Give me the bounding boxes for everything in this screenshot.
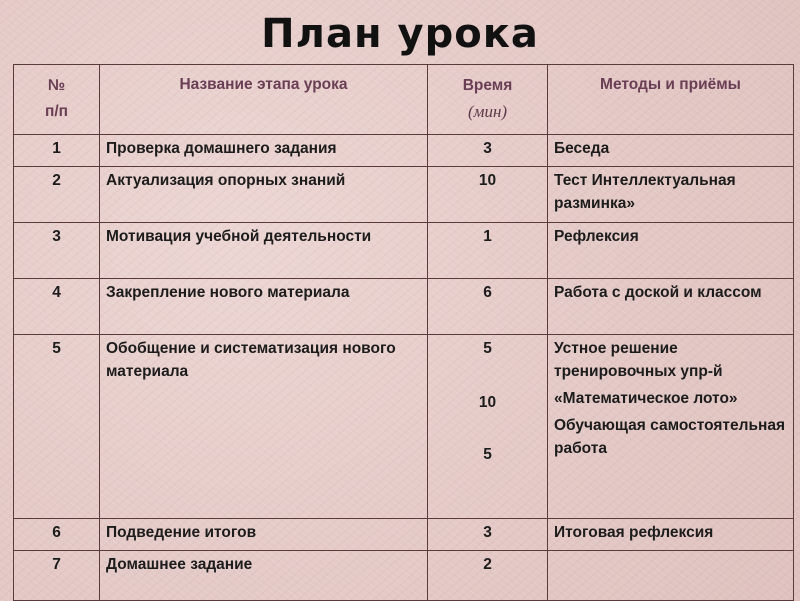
row-methods: Итоговая рефлексия	[548, 519, 794, 551]
table-row	[14, 335, 794, 519]
row-number: 7	[14, 551, 100, 601]
row-methods: Работа с доской и классом	[548, 279, 794, 335]
row-time: 3	[428, 519, 548, 551]
header-time	[428, 65, 548, 135]
header-time-unit: (мин)	[467, 102, 508, 121]
row-method-part: «Математическое лото»	[554, 390, 738, 407]
row-time: 10	[428, 167, 548, 223]
row-stage-name: Подведение итогов	[100, 519, 428, 551]
row-number: 1	[14, 135, 100, 167]
row-time: 3	[428, 135, 548, 167]
row-number: 2	[14, 167, 100, 223]
row-stage-name: Закрепление нового материала	[100, 279, 428, 335]
table-row	[14, 167, 794, 223]
row-time: 2	[428, 551, 548, 601]
header-number-symbol: №	[47, 77, 66, 94]
row-methods: Тест Интеллектуальная разминка»	[548, 167, 794, 223]
table-row	[14, 279, 794, 335]
page-title: План урока	[261, 11, 539, 57]
table-row	[14, 135, 794, 167]
row-time-part: 10	[478, 394, 497, 411]
row-number: 6	[14, 519, 100, 551]
row-stage-name: Обобщение и систематизация нового материала	[100, 335, 428, 519]
row-time	[428, 335, 548, 519]
header-number	[14, 65, 100, 135]
row-number: 4	[14, 279, 100, 335]
header-time-label: Время	[462, 77, 513, 94]
row-methods	[548, 551, 794, 601]
row-time-part: 5	[483, 340, 492, 357]
row-stage-name: Актуализация опорных знаний	[100, 167, 428, 223]
row-stage-name: Домашнее задание	[100, 551, 428, 601]
row-stage-name: Мотивация учебной деятельности	[100, 223, 428, 279]
table-row	[14, 223, 794, 279]
row-stage-name: Проверка домашнего задания	[100, 135, 428, 167]
row-time: 6	[428, 279, 548, 335]
table-header-row	[14, 65, 794, 135]
row-methods	[548, 335, 794, 519]
row-time: 1	[428, 223, 548, 279]
header-methods: Методы и приёмы	[548, 65, 794, 135]
table-row	[14, 551, 794, 601]
row-methods: Рефлексия	[548, 223, 794, 279]
row-time-part: 5	[483, 446, 492, 463]
lesson-plan-table	[13, 64, 794, 601]
table-row	[14, 519, 794, 551]
row-methods: Беседа	[548, 135, 794, 167]
row-number: 5	[14, 335, 100, 519]
row-method-part: Обучающая самостоятельная работа	[554, 417, 786, 457]
header-stage-name: Название этапа урока	[100, 65, 428, 135]
row-number: 3	[14, 223, 100, 279]
header-number-abbr: п/п	[44, 103, 69, 120]
row-method-part: Устное решение тренировочных упр-й	[554, 340, 723, 380]
